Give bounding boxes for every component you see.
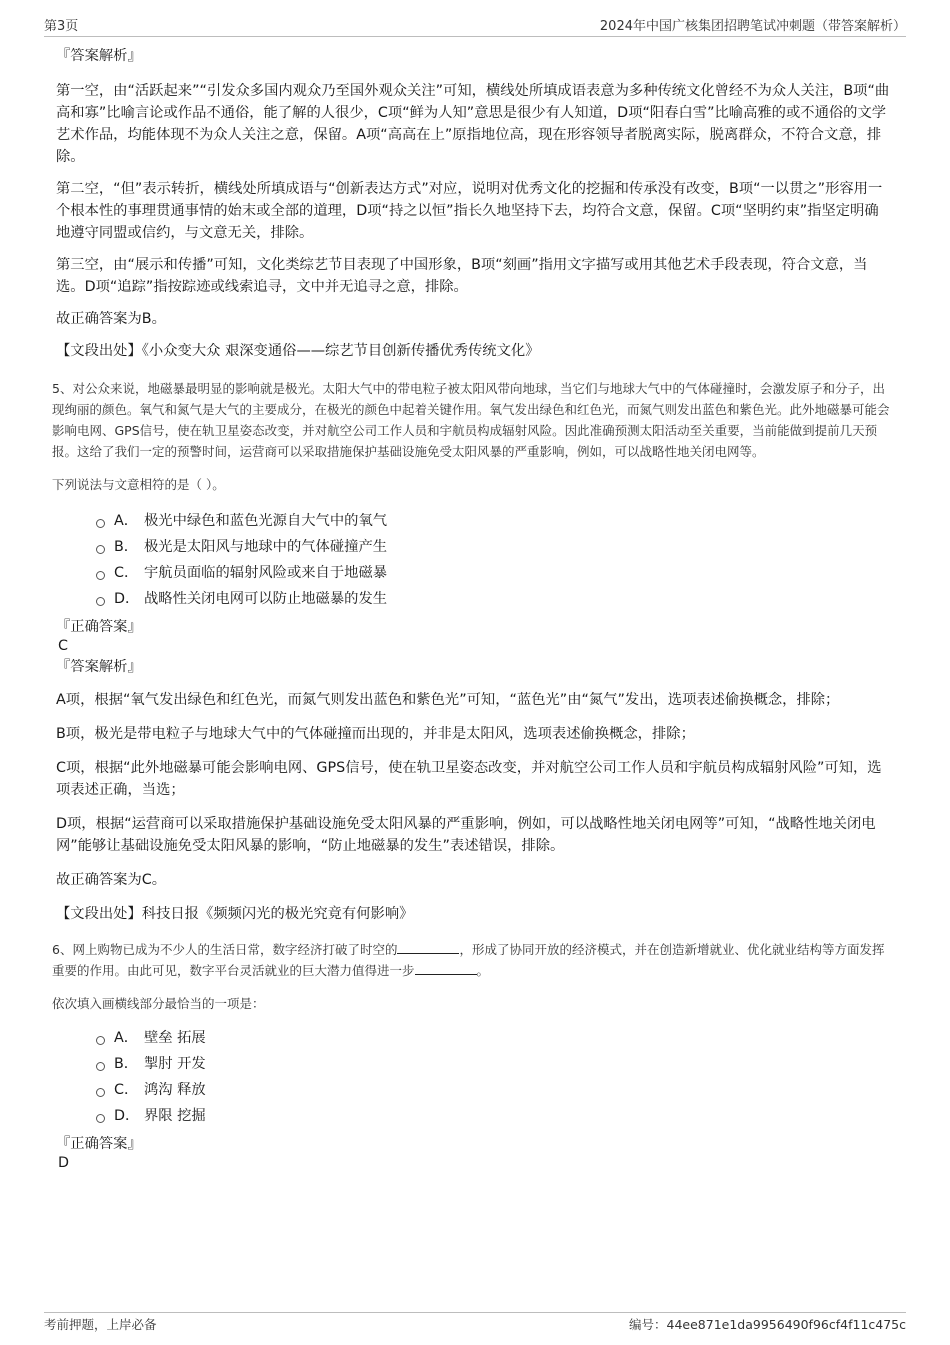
q6-answer-heading: 『正确答案』 [56, 1136, 142, 1152]
document-title: 2024年中国广核集团招聘笔试冲刺题（带答案解析） [599, 19, 906, 34]
radio-button-icon[interactable] [96, 597, 105, 606]
option-text: 极光是太阳风与地球中的气体碰撞产生 [144, 539, 388, 555]
q6-options [56, 1024, 890, 1128]
q5-analysis-b: B项，极光是带电粒子与地球大气中的气体碰撞而出现的，并非是太阳风，选项表述偷换概念，排除； [56, 726, 695, 742]
q4-source: 【文段出处】《小众变大众 艰深变通俗——综艺节目创新传播优秀传统文化》 [56, 343, 540, 359]
q6-option-d[interactable]: D． 界限 挖掘 [96, 1102, 890, 1128]
q5-passage: 5、对公众来说，地磁暴最明显的影响就是极光。太阳大气中的带电粒子被太阳风带向地球，当它们与地球大气中的气体碰撞时，会激发原子和分子，出现绚丽的颜色。氧气和氮气是大气的主要成分，在极光的颜色中起着关键作用。氧气发出绿色和红色光，而氮气则发出蓝色和紫色光。此外地磁暴可能会影响电网、GPS信号，使在轨卫星姿态改变，并对航空公司工作人员和宇航员构成辐射风险。因此准确预测太阳活动至关重要，当前能做到提前几天预报。这给了我们一定的预警时间，运营商可以采取措施保护基础设施免受太阳风暴的严重影响，例如，可以战略性地关闭电网等。 [52, 381, 890, 459]
q5-answer-heading: 『正确答案』 [56, 619, 142, 635]
radio-button-icon[interactable] [96, 1114, 105, 1123]
option-text: 掣肘 开发 [144, 1056, 206, 1072]
radio-button-icon[interactable] [96, 1088, 105, 1097]
q5-conclusion: 故正确答案为C。 [56, 872, 167, 888]
q5-analysis-c: C项，根据“此外地磁暴可能会影响电网、GPS信号，使在轨卫星姿态改变，并对航空公司工作人员和宇航员构成辐射风险”可知，选项表述正确，当选； [56, 760, 882, 798]
q4-analysis-para-1: 第一空，由“活跃起来”“引发众多国内观众乃至国外观众关注”可知，横线处所填成语表意为多种传统文化曾经不为众人关注，B项“曲高和寡”比喻言论或作品不通俗，能了解的人很少，C项“鲜为人知”意思是很少有人知道，D项“阳春白雪”比喻高雅的或不通俗的文学艺术作品，均能体现不为众人关注之意，保留。A项“高高在上”原指地位高，现在形容领导者脱离实际，脱离群众，不符合文意，排除。 [56, 83, 890, 165]
option-text: 鸿沟 释放 [144, 1082, 206, 1098]
q6-answer: D [58, 1155, 70, 1171]
q5-options [56, 507, 890, 611]
option-text: 战略性关闭电网可以防止地磁暴的发生 [144, 591, 388, 607]
radio-button-icon[interactable] [96, 1062, 105, 1071]
q5-option-b[interactable]: B． 极光是太阳风与地球中的气体碰撞产生 [96, 533, 890, 559]
fill-blank-2 [415, 960, 477, 975]
option-text: 壁垒 拓展 [144, 1030, 206, 1046]
radio-button-icon[interactable] [96, 1036, 105, 1045]
fill-blank-1 [397, 939, 459, 954]
q5-option-a[interactable]: A． 极光中绿色和蓝色光源自大气中的氧气 [96, 507, 890, 533]
q6-prompt: 依次填入画横线部分最恰当的一项是： [52, 996, 265, 1011]
radio-button-icon[interactable] [96, 545, 105, 554]
q4-analysis-para-2: 第二空，“但”表示转折，横线处所填成语与“创新表达方式”对应，说明对优秀文化的挖掘和传承没有改变，B项“一以贯之”形容用一个根本性的事理贯通事情的始末或全部的道理，D项“持之以恒”指长久地坚持下去，均符合文意，保留。C项“坚明约束”指坚定明确地遵守同盟或信约，与文意无关，排除。 [56, 181, 883, 241]
q5-analysis-d: D项，根据“运营商可以采取措施保护基础设施免受太阳风暴的严重影响，例如，可以战略性地关闭电网等”可知，“战略性地关闭电网”能够让基础设施免受太阳风暴的影响，“防止地磁暴的发生”表述错误，排除。 [56, 816, 876, 854]
q5-analysis-heading: 『答案解析』 [56, 659, 142, 675]
page-number: 第3页 [44, 19, 79, 34]
q5-prompt: 下列说法与文意相符的是（ ）。 [52, 477, 225, 492]
q5-option-c[interactable]: C． 宇航员面临的辐射风险或来自于地磁暴 [96, 559, 890, 585]
page-content [52, 44, 890, 1172]
option-text: 极光中绿色和蓝色光源自大气中的氧气 [144, 513, 388, 529]
q6-option-a[interactable]: A． 壁垒 拓展 [96, 1024, 890, 1050]
radio-button-icon[interactable] [96, 571, 105, 580]
q4-conclusion: 故正确答案为B。 [56, 311, 166, 327]
option-text: 界限 挖掘 [144, 1108, 206, 1124]
radio-button-icon[interactable] [96, 519, 105, 528]
page-header [44, 14, 906, 37]
footer-doc-id: 编号：44ee871e1da9956490f96cf4f11c475c [629, 1317, 906, 1332]
q6-option-b[interactable]: B． 掣肘 开发 [96, 1050, 890, 1076]
q4-analysis-para-3: 第三空，由“展示和传播”可知，文化类综艺节目表现了中国形象，B项“刻画”指用文字描写或用其他艺术手段表现，符合文意，当选。D项“追踪”指按踪迹或线索追寻，文中并无追寻之意，排除。 [56, 257, 868, 295]
q6-option-c[interactable]: C． 鸿沟 释放 [96, 1076, 890, 1102]
q5-option-d[interactable]: D． 战略性关闭电网可以防止地磁暴的发生 [96, 585, 890, 611]
page-footer [44, 1312, 906, 1335]
q4-analysis-heading: 『答案解析』 [56, 48, 142, 64]
footer-slogan: 考前押题，上岸必备 [44, 1317, 157, 1332]
q5-analysis-a: A项，根据“氧气发出绿色和红色光，而氮气则发出蓝色和紫色光”可知，“蓝色光”由“氮气”发出，选项表述偷换概念，排除； [56, 692, 840, 708]
q5-answer: C [58, 638, 68, 654]
q6-passage: 6、网上购物已成为不少人的生活日常，数字经济打破了时空的 ，形成了协同开放的经济模式，并在创造新增就业、优化就业结构等方面发挥重要的作用。由此可见，数字平台灵活就业的巨大潜力值得进一步 。 [52, 939, 890, 981]
option-text: 宇航员面临的辐射风险或来自于地磁暴 [144, 565, 388, 581]
q5-source: 【文段出处】科技日报《频频闪光的极光究竟有何影响》 [56, 906, 414, 922]
